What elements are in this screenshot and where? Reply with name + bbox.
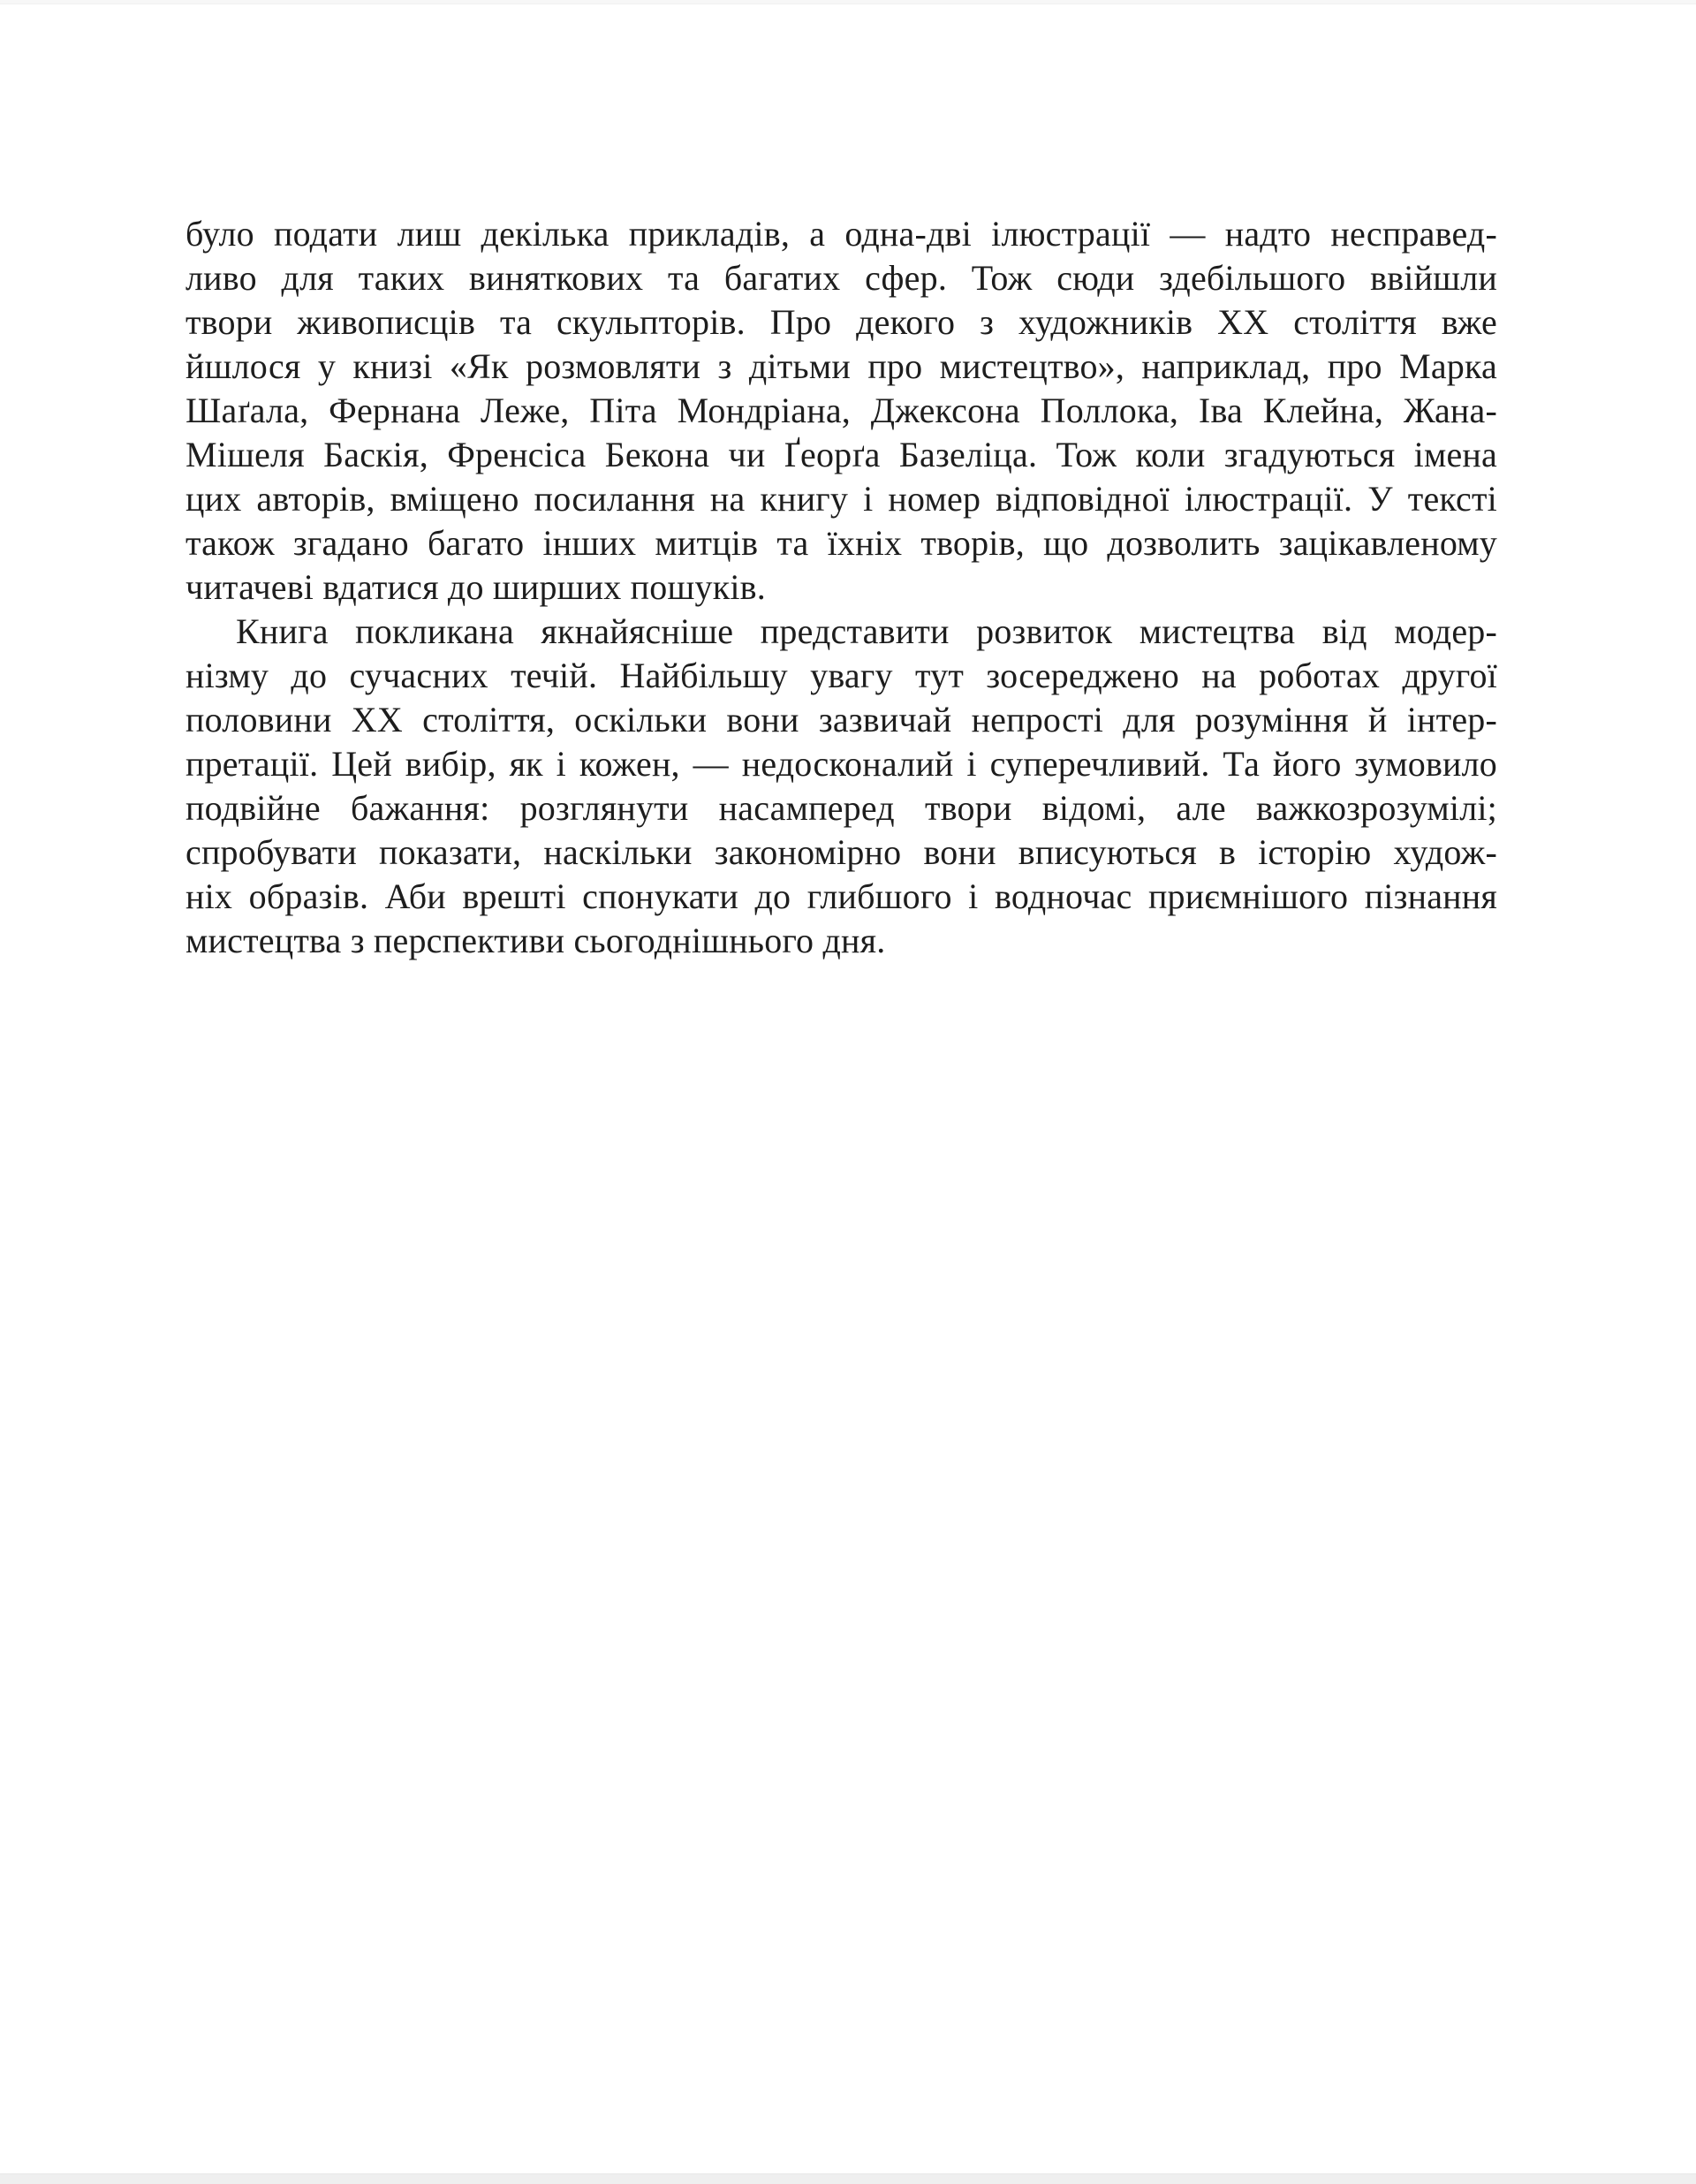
text-line: мистецтва з перспективи сьогоднішнього дня. xyxy=(186,921,886,960)
text-line: ніх образів. Аби врешті спонукати до глибшого і водночас приємнішого пізнання xyxy=(186,876,1497,916)
text-line: Книга покликана якнайясніше представити розвиток мистецтва від модер- xyxy=(236,611,1497,651)
text-line: ливо для таких виняткових та багатих сфер. Тож сюди здебільшого ввійшли xyxy=(186,258,1497,298)
page-top-edge xyxy=(0,0,1696,4)
text-line: читачеві вдатися до ширших пошуків. xyxy=(186,567,766,607)
text-line: спробувати показати, наскільки закономірно вони вписуються в історію худож- xyxy=(186,832,1497,872)
text-line: претації. Цей вибір, як і кожен, — недосконалий і суперечливий. Та його зумовило xyxy=(186,744,1497,784)
paragraph xyxy=(186,610,1497,963)
text-line: подвійне бажання: розглянути насамперед твори відомі, але важкозрозумілі; xyxy=(186,788,1497,828)
text-line: нізму до сучасних течій. Найбільшу увагу тут зосереджено на роботах другої xyxy=(186,656,1497,695)
text-line: було подати лиш декілька прикладів, а одна-дві ілюстрації — надто несправед- xyxy=(186,214,1497,254)
text-line: половини XX століття, оскільки вони зазвичай непрості для розуміння й інтер- xyxy=(186,700,1497,739)
text-line: Мішеля Баскія, Френсіса Бекона чи Ґеорґа Базеліца. Тож коли згадуються імена xyxy=(186,435,1497,474)
text-line: твори живописців та скульпторів. Про декого з художників XX століття вже xyxy=(186,302,1497,342)
text-line: йшлося у книзі «Як розмовляти з дітьми про мистецтво», наприклад, про Марка xyxy=(186,346,1497,386)
text-line: Шаґала, Фернана Леже, Піта Мондріана, Джексона Поллока, Іва Клейна, Жана- xyxy=(186,391,1497,430)
page-bottom-edge xyxy=(0,2173,1696,2184)
text-line: цих авторів, вміщено посилання на книгу і номер відповідної ілюстрації. У тексті xyxy=(186,479,1497,519)
text-block xyxy=(186,212,1497,963)
paragraph xyxy=(186,212,1497,610)
text-line: також згадано багато інших митців та їхніх творів, що дозволить зацікавленому xyxy=(186,523,1497,563)
